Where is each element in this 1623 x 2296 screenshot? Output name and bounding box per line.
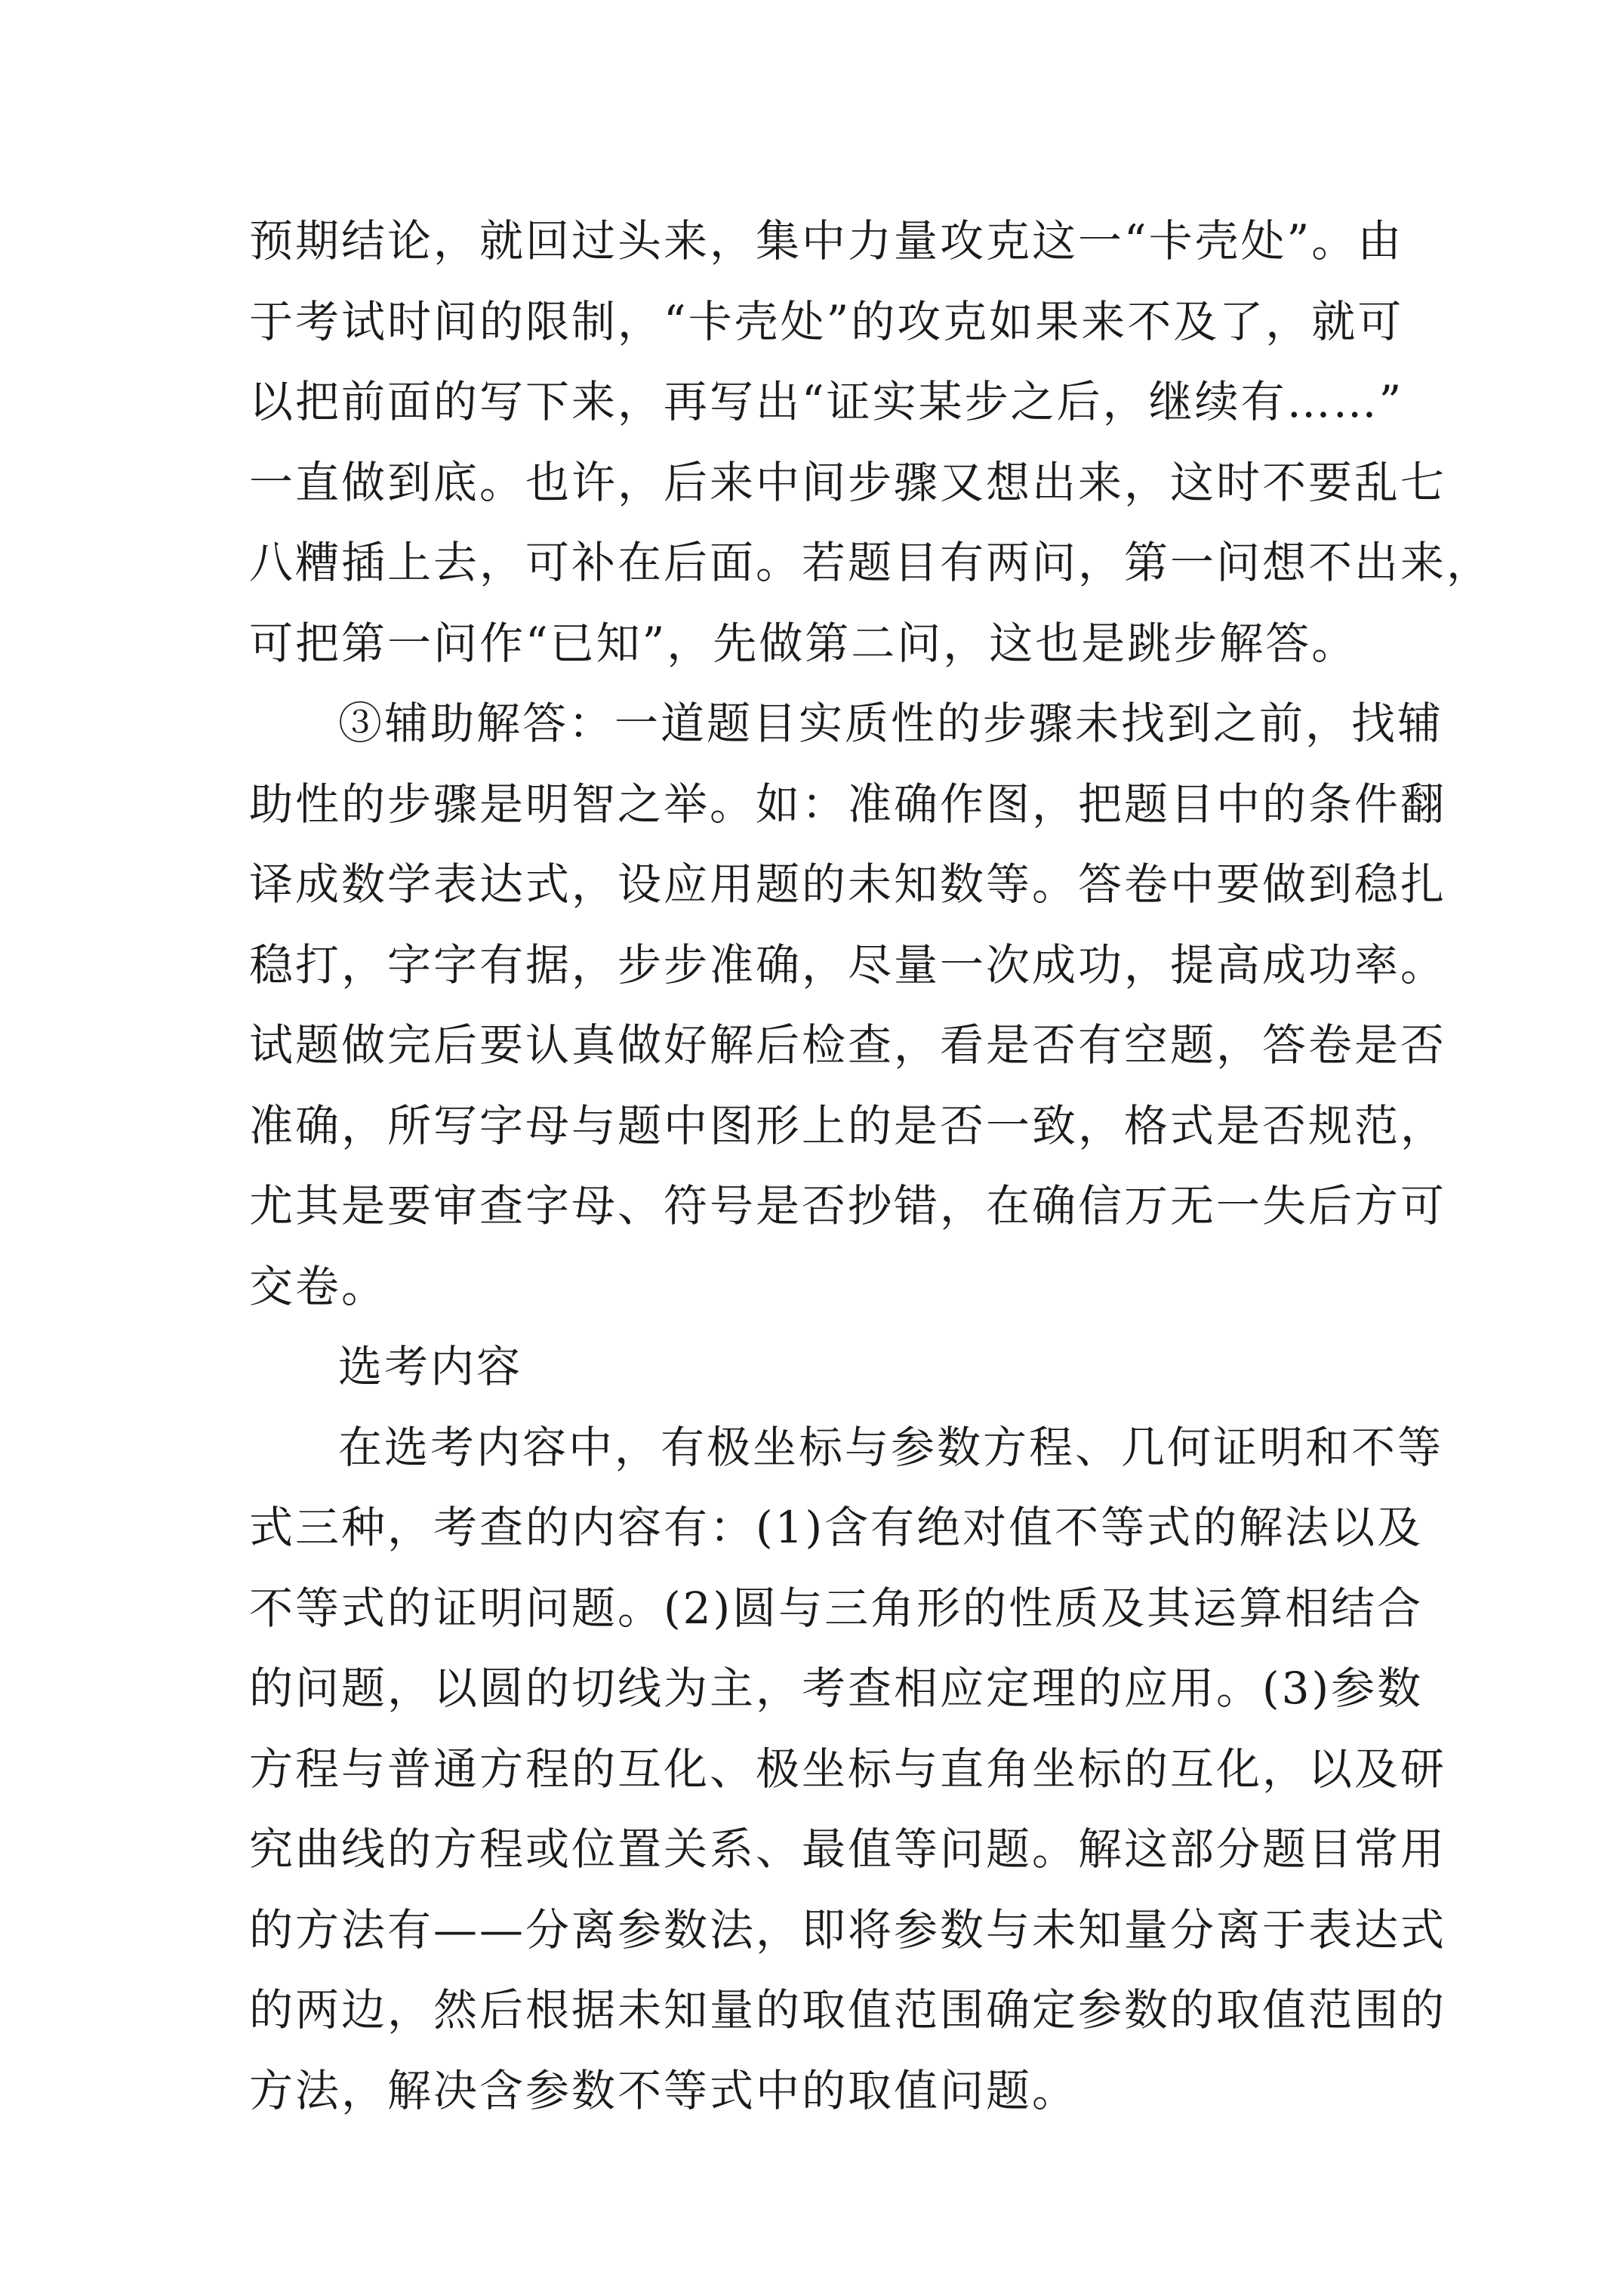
text-line: 助性的步骤是明智之举。如：准确作图，把题目中的条件翻 — [249, 778, 1447, 830]
text-line: 试题做完后要认真做好解后检查，看是否有空题，答卷是否 — [249, 1019, 1447, 1071]
document-body — [249, 201, 1493, 2131]
text-line: 八糟插上去，可补在后面。若题目有两问，第一问想不出来， — [249, 537, 1493, 588]
text-line: 于考试时间的限制，“卡壳处”的攻克如果来不及了，就可 — [249, 295, 1404, 347]
text-line: ③辅助解答：一道题目实质性的步骤未找到之前，找辅 — [338, 698, 1444, 749]
text-line: 一直做到底。也许，后来中间步骤又想出来，这时不要乱七 — [249, 456, 1447, 508]
text-line: 选考内容 — [338, 1341, 523, 1392]
text-line: 的两边，然后根据未知量的取值范围确定参数的取值范围的 — [249, 1984, 1447, 2036]
text-line: 不等式的证明问题。(2)圆与三角形的性质及其运算相结合 — [249, 1582, 1424, 1634]
text-line: 以把前面的写下来，再写出“证实某步之后，继续有……” — [249, 376, 1404, 427]
text-line: 方程与普通方程的互化、极坐标与直角坐标的互化，以及研 — [249, 1743, 1447, 1795]
text-line: 究曲线的方程或位置关系、最值等问题。解这部分题目常用 — [249, 1823, 1447, 1875]
text-line: 预期结论，就回过头来，集中力量攻克这一“卡壳处”。由 — [249, 215, 1404, 267]
text-line: 准确，所写字母与题中图形上的是否一致，格式是否规范， — [249, 1099, 1447, 1151]
text-line: 的问题，以圆的切线为主，考查相应定理的应用。(3)参数 — [249, 1663, 1424, 1714]
text-line: 在选考内容中，有极坐标与参数方程、几何证明和不等 — [338, 1421, 1444, 1473]
text-line: 可把第一问作“已知”，先做第二问，这也是跳步解答。 — [249, 617, 1358, 669]
text-line: 交卷。 — [249, 1260, 388, 1312]
text-line: 稳打，字字有据，步步准确，尽量一次成功，提高成功率。 — [249, 938, 1447, 991]
text-line: 尤其是要审查字母、符号是否抄错，在确信万无一失后方可 — [249, 1180, 1447, 1231]
text-line: 式三种，考查的内容有：(1)含有绝对值不等式的解法以及 — [249, 1502, 1424, 1553]
text-line: 译成数学表达式，设应用题的未知数等。答卷中要做到稳扎 — [249, 858, 1447, 910]
text-line: 的方法有——分离参数法，即将参数与未知量分离于表达式 — [249, 1903, 1447, 1955]
text-line: 方法，解决含参数不等式中的取值问题。 — [249, 2064, 1079, 2116]
